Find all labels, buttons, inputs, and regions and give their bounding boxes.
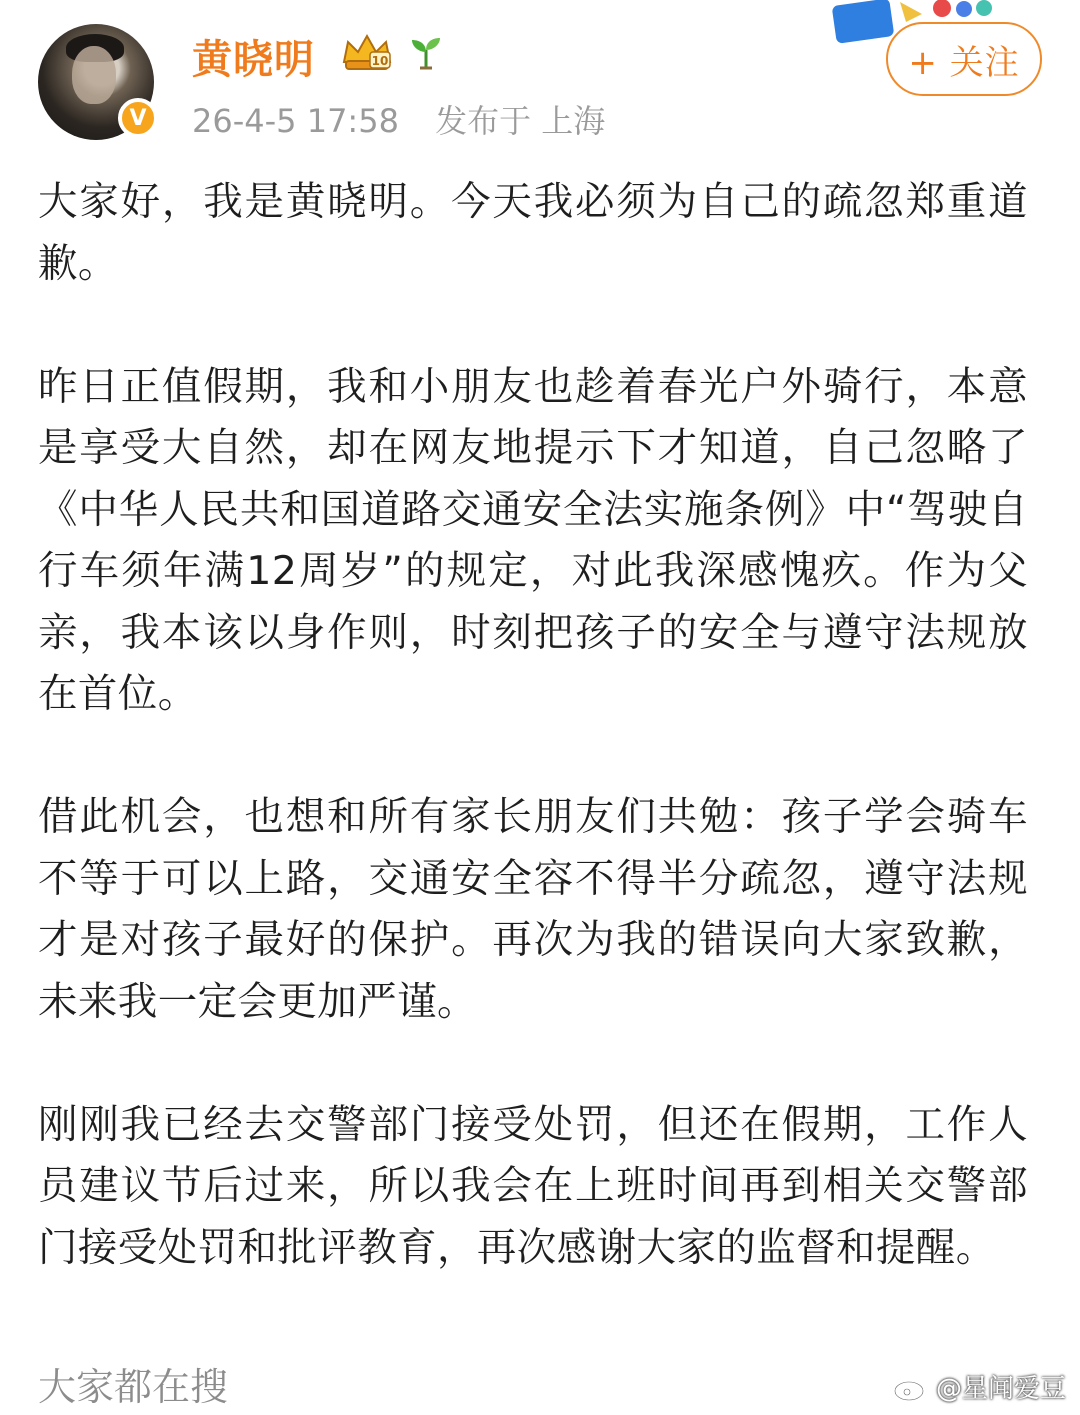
follow-button[interactable]: + 关注 [886, 22, 1042, 96]
watermark [892, 1368, 1066, 1405]
username[interactable]: 黄晓明 [192, 37, 315, 83]
avatar-face [72, 46, 116, 104]
post-paragraph: 刚刚我已经去交警部门接受处罚，但还在假期，工作人员建议节后过来，所以我会在上班时间再到相关交警部门接受处罚和批评教育，再次感谢大家的监督和提醒。 [38, 1101, 1028, 1271]
post-timestamp: 26-4-5 17:58 [192, 102, 399, 140]
post-meta [192, 96, 605, 142]
sprout-icon [408, 34, 444, 70]
verified-icon: V [118, 98, 158, 138]
weibo-logo-icon [892, 1372, 932, 1402]
post-paragraph: 昨日正值假期，我和小朋友也趁着春光户外骑行，本意是享受大自然，却在网友地提示下才知道，自己忽略了《中华人民共和国道路交通安全法实施条例》中“驾驶自行车须年满12周岁”的规定，对此我深感愧疚。作为父亲，我本该以身作则，时刻把孩子的安全与遵守法规放在首位。 [38, 363, 1028, 717]
trending-search-heading[interactable]: 大家都在搜 [38, 1365, 229, 1409]
post-paragraph: 大家好，我是黄晓明。今天我必须为自己的疏忽郑重道歉。 [38, 179, 1028, 287]
crown-level-icon[interactable] [340, 32, 394, 72]
watermark-text: @星闻爱豆 [935, 1374, 1066, 1404]
svg-text:10: 10 [371, 54, 389, 68]
post-paragraph: 借此机会，也想和所有家长朋友们共勉：孩子学会骑车不等于可以上路，交通安全容不得半分疏忽，遵守法规才是对孩子最好的保护。再次为我的错误向大家致歉，未来我一定会更加严谨。 [38, 794, 1028, 1025]
post-header [0, 0, 1080, 150]
post-content [38, 172, 1028, 1279]
post-location: 发布于 上海 [435, 102, 606, 140]
